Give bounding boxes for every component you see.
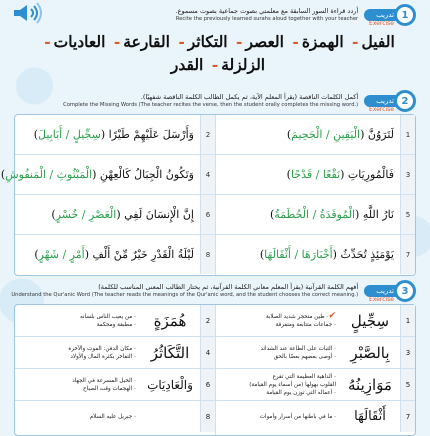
item-number: 1 — [400, 115, 415, 154]
meaning-option[interactable]: مطبقة ومحكمة — [96, 321, 133, 328]
word-meaning-item — [15, 369, 215, 400]
verse-text: لَيْلَةُ الْقَدْرِ خَيْرٌ مِّنْ أَلْفِ (أَمْرٍ / شَهْرٍ) — [34, 248, 194, 261]
meaning-option[interactable]: جماعات متتابعة ومتفرقة — [275, 322, 333, 328]
item-number: 6 — [200, 369, 215, 400]
exercise-2-instruction — [63, 93, 358, 109]
missing-word-item — [0, 155, 215, 195]
word-meaning-item — [15, 305, 215, 336]
answer-options[interactable]: أَمْرٍ / شَهْرٍ — [38, 248, 85, 261]
check-icon: ✔ — [328, 311, 336, 321]
missing-word-item — [15, 235, 215, 274]
missing-word-item — [15, 195, 215, 235]
grid-divider — [215, 115, 216, 275]
quranic-word: سِجِّيلٍ — [350, 311, 390, 330]
missing-word-item — [214, 195, 415, 235]
exercise-label-en: Exercise — [369, 106, 394, 113]
missing-word-item — [15, 115, 215, 155]
verse-text: إِنَّ الْإِنسَانَ لَفِي (الْعَصْرِ / خُسْرٍ) — [51, 208, 194, 221]
missing-words-grid — [0, 114, 416, 276]
item-number: 3 — [400, 155, 415, 194]
meaning-option[interactable]: الثبات على الطاعة عند الشدائد — [260, 345, 333, 352]
meaning-option[interactable]: من يعيب الناس بلسانه — [80, 313, 133, 320]
word-meaning-grid — [14, 304, 416, 436]
meaning-option[interactable]: التفاخر بكثرة المال والأولاد — [70, 353, 133, 360]
meaning-option[interactable]: جبريل عليه السلام — [89, 413, 133, 420]
quranic-word: التَّكَاثُرُ — [150, 343, 190, 362]
meaning-option[interactable]: أوصى بعضهم بعضًا بالحق — [273, 353, 333, 360]
exercise-label: تدريب — [364, 9, 402, 21]
instruction-ar: أردد قراءة السور السابقة مع معلمتي بصوت جماعية بصوت مسموع. — [175, 7, 359, 15]
surah-name: القدر — [170, 55, 204, 74]
item-number: 5 — [400, 195, 415, 234]
answer-options[interactable]: أَخْبَارَهَا / أَثْقَالَهَا — [264, 248, 333, 261]
meaning-option[interactable]: القلوب بهولها (من أسماء يوم القيامة) — [249, 381, 336, 388]
exercise-1-header — [176, 4, 416, 26]
meaning-option[interactable]: ما في باطنها من أسرار وأموات — [259, 413, 333, 420]
exercise-3-header — [11, 280, 416, 302]
answer-options[interactable]: الْمَبْثُوثِ / الْمَنفُوشِ — [5, 168, 93, 181]
exercise-3-badge — [364, 280, 416, 302]
verse-text: فَالْمُورِيَاتِ (نَقْعًا / قَدْحًا) — [286, 168, 394, 181]
surah-name: الزلزلة — [221, 55, 266, 74]
instruction-en: Recite the previously learned surahs aloud together with your teacher — [175, 16, 359, 22]
exercise-number: 3 — [394, 280, 416, 302]
quranic-word: وَالْعَادِيَاتِ — [147, 377, 193, 392]
quranic-word: بِالصَّبْرِ — [350, 343, 390, 362]
missing-word-item — [214, 115, 415, 155]
item-number: 3 — [400, 337, 415, 368]
grid-divider — [215, 305, 216, 435]
exercise-2-header — [63, 90, 416, 112]
quranic-word: هُمَزَةٍ — [153, 311, 187, 330]
exercise-2-badge — [364, 90, 416, 112]
word-meaning-item — [214, 401, 415, 432]
meaning-option[interactable]: الداهية العظيمة التي تقرع — [272, 373, 333, 380]
exercise-number: 2 — [394, 90, 416, 112]
exercise-label-en: Exercise — [369, 296, 394, 303]
exercise-label: تدريب — [364, 95, 402, 107]
meaning-option[interactable]: أعماله التي توزن يوم القيامة — [266, 389, 333, 396]
surah-name: العاديات — [53, 32, 106, 51]
speaker-icon[interactable] — [10, 2, 50, 24]
word-meaning-item — [214, 369, 415, 400]
meaning-options: - ما في باطنها من أسرار وأموات — [259, 413, 336, 420]
verse-text: لَتَرَوُنَّ (الْيَقِينِ / الْجَحِيمَ) — [286, 128, 394, 141]
surah-name: العصر — [245, 32, 284, 51]
item-number: 8 — [200, 401, 215, 432]
answer-options[interactable]: نَقْعًا / قَدْحًا — [290, 168, 341, 181]
answer-options[interactable]: الْمُوقَدَةُ / الْحُطَمَةُ — [274, 208, 356, 221]
verse-text: وَتَكُونُ الْجِبَالُ كَالْعِهْنِ (الْمَبْثُوثِ / الْمَنفُوشِ) — [0, 168, 194, 181]
exercise-3-instruction — [11, 283, 358, 299]
meaning-options: ✔- طين متحجر شديد الصلابة - جماعات متتابعة ومتفرقة — [265, 311, 336, 328]
exercise-label: تدريب — [364, 285, 402, 297]
meaning-options: - الداهية العظيمة التي تقرع القلوب بهولها (من أسماء يوم القيامة) - أعماله التي توزن يوم القيامة — [249, 373, 336, 396]
meaning-options: - من يعيب الناس بلسانه - مطبقة ومحكمة — [80, 313, 136, 328]
word-meaning-item — [214, 305, 415, 336]
instruction-ar: أكمل الكلمات الناقصة (يقرأ المعلم الآية، ثم يكمل الطالب الكلمة الناقصة شفهيًا). — [140, 93, 359, 101]
verse-text: يَوْمَئِذٍ تُحَدِّثُ (أَخْبَارَهَا / أَثْقَالَهَا) — [259, 248, 394, 261]
quranic-word: أَثْقَالَهَا — [354, 409, 386, 424]
item-number: 7 — [400, 401, 415, 432]
word-meaning-item — [15, 337, 215, 368]
exercise-1-instruction — [176, 7, 359, 23]
meaning-option[interactable]: مكان الدفن: الموت والآخرة — [68, 345, 133, 352]
word-meaning-item — [15, 401, 215, 432]
surah-name: القارعة — [123, 32, 170, 51]
item-number: 2 — [200, 115, 215, 154]
surah-name: الهمزة — [301, 32, 344, 51]
item-number: 8 — [200, 235, 215, 274]
verse-text: وَأَرْسَلَ عَلَيْهِمْ طَيْرًا (سِجِّيلٍ / أَبَابِيلَ) — [33, 128, 194, 141]
answer-options[interactable]: الْيَقِينِ / الْجَحِيمَ — [291, 128, 361, 141]
meaning-options: - الثبات على الطاعة عند الشدائد - أوصى بعضهم بعضًا بالحق — [260, 345, 336, 360]
surah-name: التكاثر — [187, 32, 228, 51]
answer-options[interactable]: الْعَصْرِ / خُسْرٍ — [55, 208, 117, 221]
item-number: 6 — [200, 195, 215, 234]
item-number: 4 — [200, 337, 215, 368]
item-number: 2 — [200, 305, 215, 336]
missing-word-item — [214, 155, 415, 195]
meaning-options: - جبريل عليه السلام — [89, 413, 136, 420]
instruction-en: Complete the Missing Words (The teacher recites the verse, then the student orally completes the missing word.) — [63, 102, 359, 108]
instruction-ar: أفهم الكلمة القرآنية (يقرأ المعلم معاني الكلمة القرآنية، ثم يختار الطالب المعنى المناسب للكلمة) — [98, 283, 359, 291]
item-number: 1 — [400, 305, 415, 336]
item-number: 7 — [400, 235, 415, 274]
meaning-option[interactable]: الهجمات وقت الصباح — [83, 385, 133, 392]
meaning-options: - مكان الدفن: الموت والآخرة - التفاخر بكثرة المال والأولاد — [68, 345, 136, 360]
exercise-number: 1 — [394, 4, 416, 26]
instruction-en: Understand the Qur'anic Word (The teacher reads the meanings of the Qur'anic word, and the student chooses the correct meaning.) — [11, 292, 359, 298]
word-meaning-item — [214, 337, 415, 368]
verse-text: نَارُ اللَّهِ (الْمُوقَدَةُ / الْحُطَمَةُ) — [270, 208, 394, 221]
quranic-word: مَوَازِينُهُ — [348, 375, 392, 394]
meaning-options: - الخيل المسرعة في الجهاد - الهجمات وقت الصباح — [72, 377, 136, 392]
item-number: 4 — [200, 155, 215, 194]
exercise-label-en: Exercise — [369, 20, 394, 27]
exercise-1-badge — [364, 4, 416, 26]
item-number: 5 — [400, 369, 415, 400]
meaning-option[interactable]: طين متحجر شديد الصلابة — [265, 314, 325, 320]
surah-name: الفيل — [361, 32, 395, 51]
meaning-option[interactable]: الخيل المسرعة في الجهاد — [72, 377, 133, 384]
surah-list: الفيل- الهمزة- العصر- التكاثر- القارعة- العاديات- الزلزلة- القدر — [44, 32, 395, 74]
missing-word-item — [214, 235, 415, 274]
answer-options[interactable]: سِجِّيلٍ / أَبَابِيلَ — [38, 128, 101, 141]
